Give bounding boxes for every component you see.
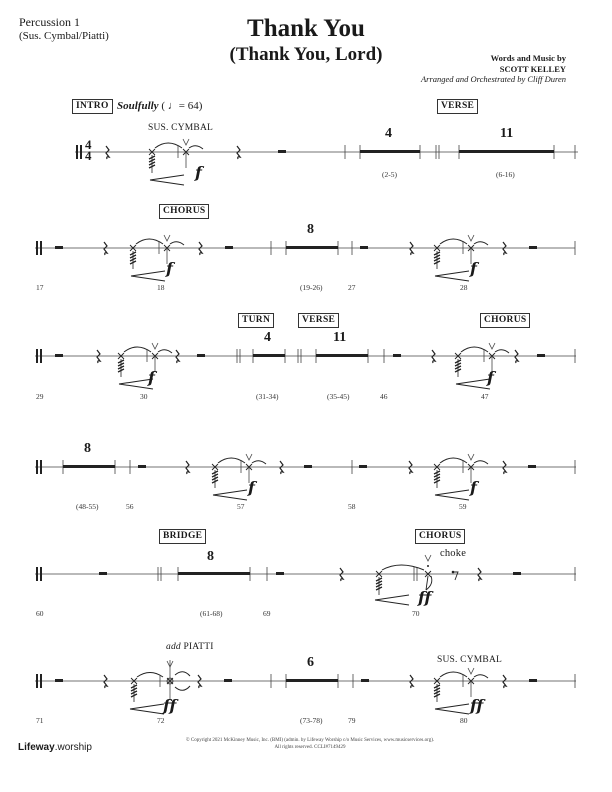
measure-number: 29 (36, 392, 44, 401)
rehearsal-intro: INTRO (72, 99, 113, 114)
time-sig-bottom: 4 (85, 148, 92, 163)
measure-number: 69 (263, 609, 271, 618)
credit-line: Words and Music by (490, 53, 566, 63)
multirest-range: (2-5) (382, 170, 397, 179)
measure-number: 27 (348, 283, 356, 292)
measure-number: 59 (459, 502, 467, 511)
logo-dot: . (54, 742, 58, 753)
multirest-count: 8 (307, 222, 314, 237)
multirest-range: (61-68) (200, 609, 223, 618)
song-subtitle: (Thank You, Lord) (229, 44, 383, 65)
rehearsal-chorus: CHORUS (159, 204, 209, 219)
dynamic-marking: f (166, 259, 173, 278)
logo-light: worship (57, 742, 92, 753)
measure-number: 79 (348, 716, 356, 725)
rehearsal-chorus: CHORUS (415, 529, 465, 544)
rehearsal-turn: TURN (238, 313, 274, 328)
multirest-count: 8 (84, 441, 91, 456)
dynamic-marking: f (248, 478, 255, 497)
rehearsal-verse: VERSE (437, 99, 478, 114)
copyright-line: © Copyright 2021 McKinney Music, Inc. (BMI) (admin. by Lifeway Worship c/o Music Services, www.musicservices.org). (185, 738, 435, 743)
publisher-logo (18, 742, 92, 753)
multirest-count: 8 (207, 549, 214, 564)
technique-label: choke (440, 548, 467, 559)
multirest-range: (31-34) (256, 392, 279, 401)
rehearsal-chorus: CHORUS (480, 313, 530, 328)
multirest-range: (73-78) (300, 716, 323, 725)
measure-number: 71 (36, 716, 44, 725)
measure-number: 30 (140, 392, 148, 401)
song-title: Thank You (247, 15, 365, 42)
dynamic-marking: f (487, 368, 494, 387)
logo-bold: Lifeway (18, 742, 55, 753)
dynamic-marking: ff (418, 588, 432, 607)
measure-number: 70 (412, 609, 420, 618)
multirest-count: 11 (500, 126, 514, 141)
measure-number: 60 (36, 609, 44, 618)
multirest-range: (48-55) (76, 502, 99, 511)
rehearsal-verse: VERSE (298, 313, 339, 328)
multirest-count: 4 (385, 126, 392, 141)
time-sig-top: 4 (85, 137, 92, 152)
dynamic-marking: f (195, 163, 202, 182)
measure-number: 57 (237, 502, 245, 511)
measure-number: 17 (36, 283, 44, 292)
measure-number: 80 (460, 716, 468, 725)
instrument-label: SUS. CYMBAL (437, 655, 503, 665)
instrument-label: SUS. CYMBAL (148, 123, 214, 133)
measure-number: 28 (460, 283, 468, 292)
multirest-count: 4 (264, 330, 271, 345)
measure-number: 58 (348, 502, 356, 511)
measure-number: 72 (157, 716, 165, 725)
piatti-label: PIATTI (183, 642, 214, 652)
measure-number: 47 (481, 392, 489, 401)
rehearsal-bridge: BRIDGE (159, 529, 206, 544)
multirest-count: 11 (333, 330, 347, 345)
arranger: Arranged and Orchestrated by Cliff Duren (420, 74, 566, 84)
instrument-label (166, 642, 214, 652)
part-name: Percussion 1 (19, 15, 80, 29)
measure-number: 18 (157, 283, 165, 292)
dynamic-marking: f (470, 259, 477, 278)
multirest-range: (19-26) (300, 283, 323, 292)
dynamic-marking: ff (470, 696, 484, 715)
multirest-range: (35-45) (327, 392, 350, 401)
dynamic-marking: f (148, 368, 155, 387)
measure-number: 46 (380, 392, 388, 401)
part-instruments: (Sus. Cymbal/Piatti) (19, 30, 109, 42)
tempo-bpm: ( ♩= 64) (161, 100, 203, 112)
tempo-marking (117, 100, 202, 112)
measure-number: 56 (126, 502, 134, 511)
multirest-range: (6-16) (496, 170, 515, 179)
copyright-notice (140, 738, 480, 751)
copyright-line: All rights reserved. CCLI#7149429 (274, 744, 346, 750)
composer: SCOTT KELLEY (499, 63, 566, 74)
dynamic-marking: ff (163, 696, 177, 715)
add-word: add (166, 642, 181, 652)
dynamic-marking: f (470, 478, 477, 497)
time-signature (85, 139, 92, 161)
tempo-word: Soulfully (117, 100, 159, 112)
multirest-count: 6 (307, 655, 314, 670)
